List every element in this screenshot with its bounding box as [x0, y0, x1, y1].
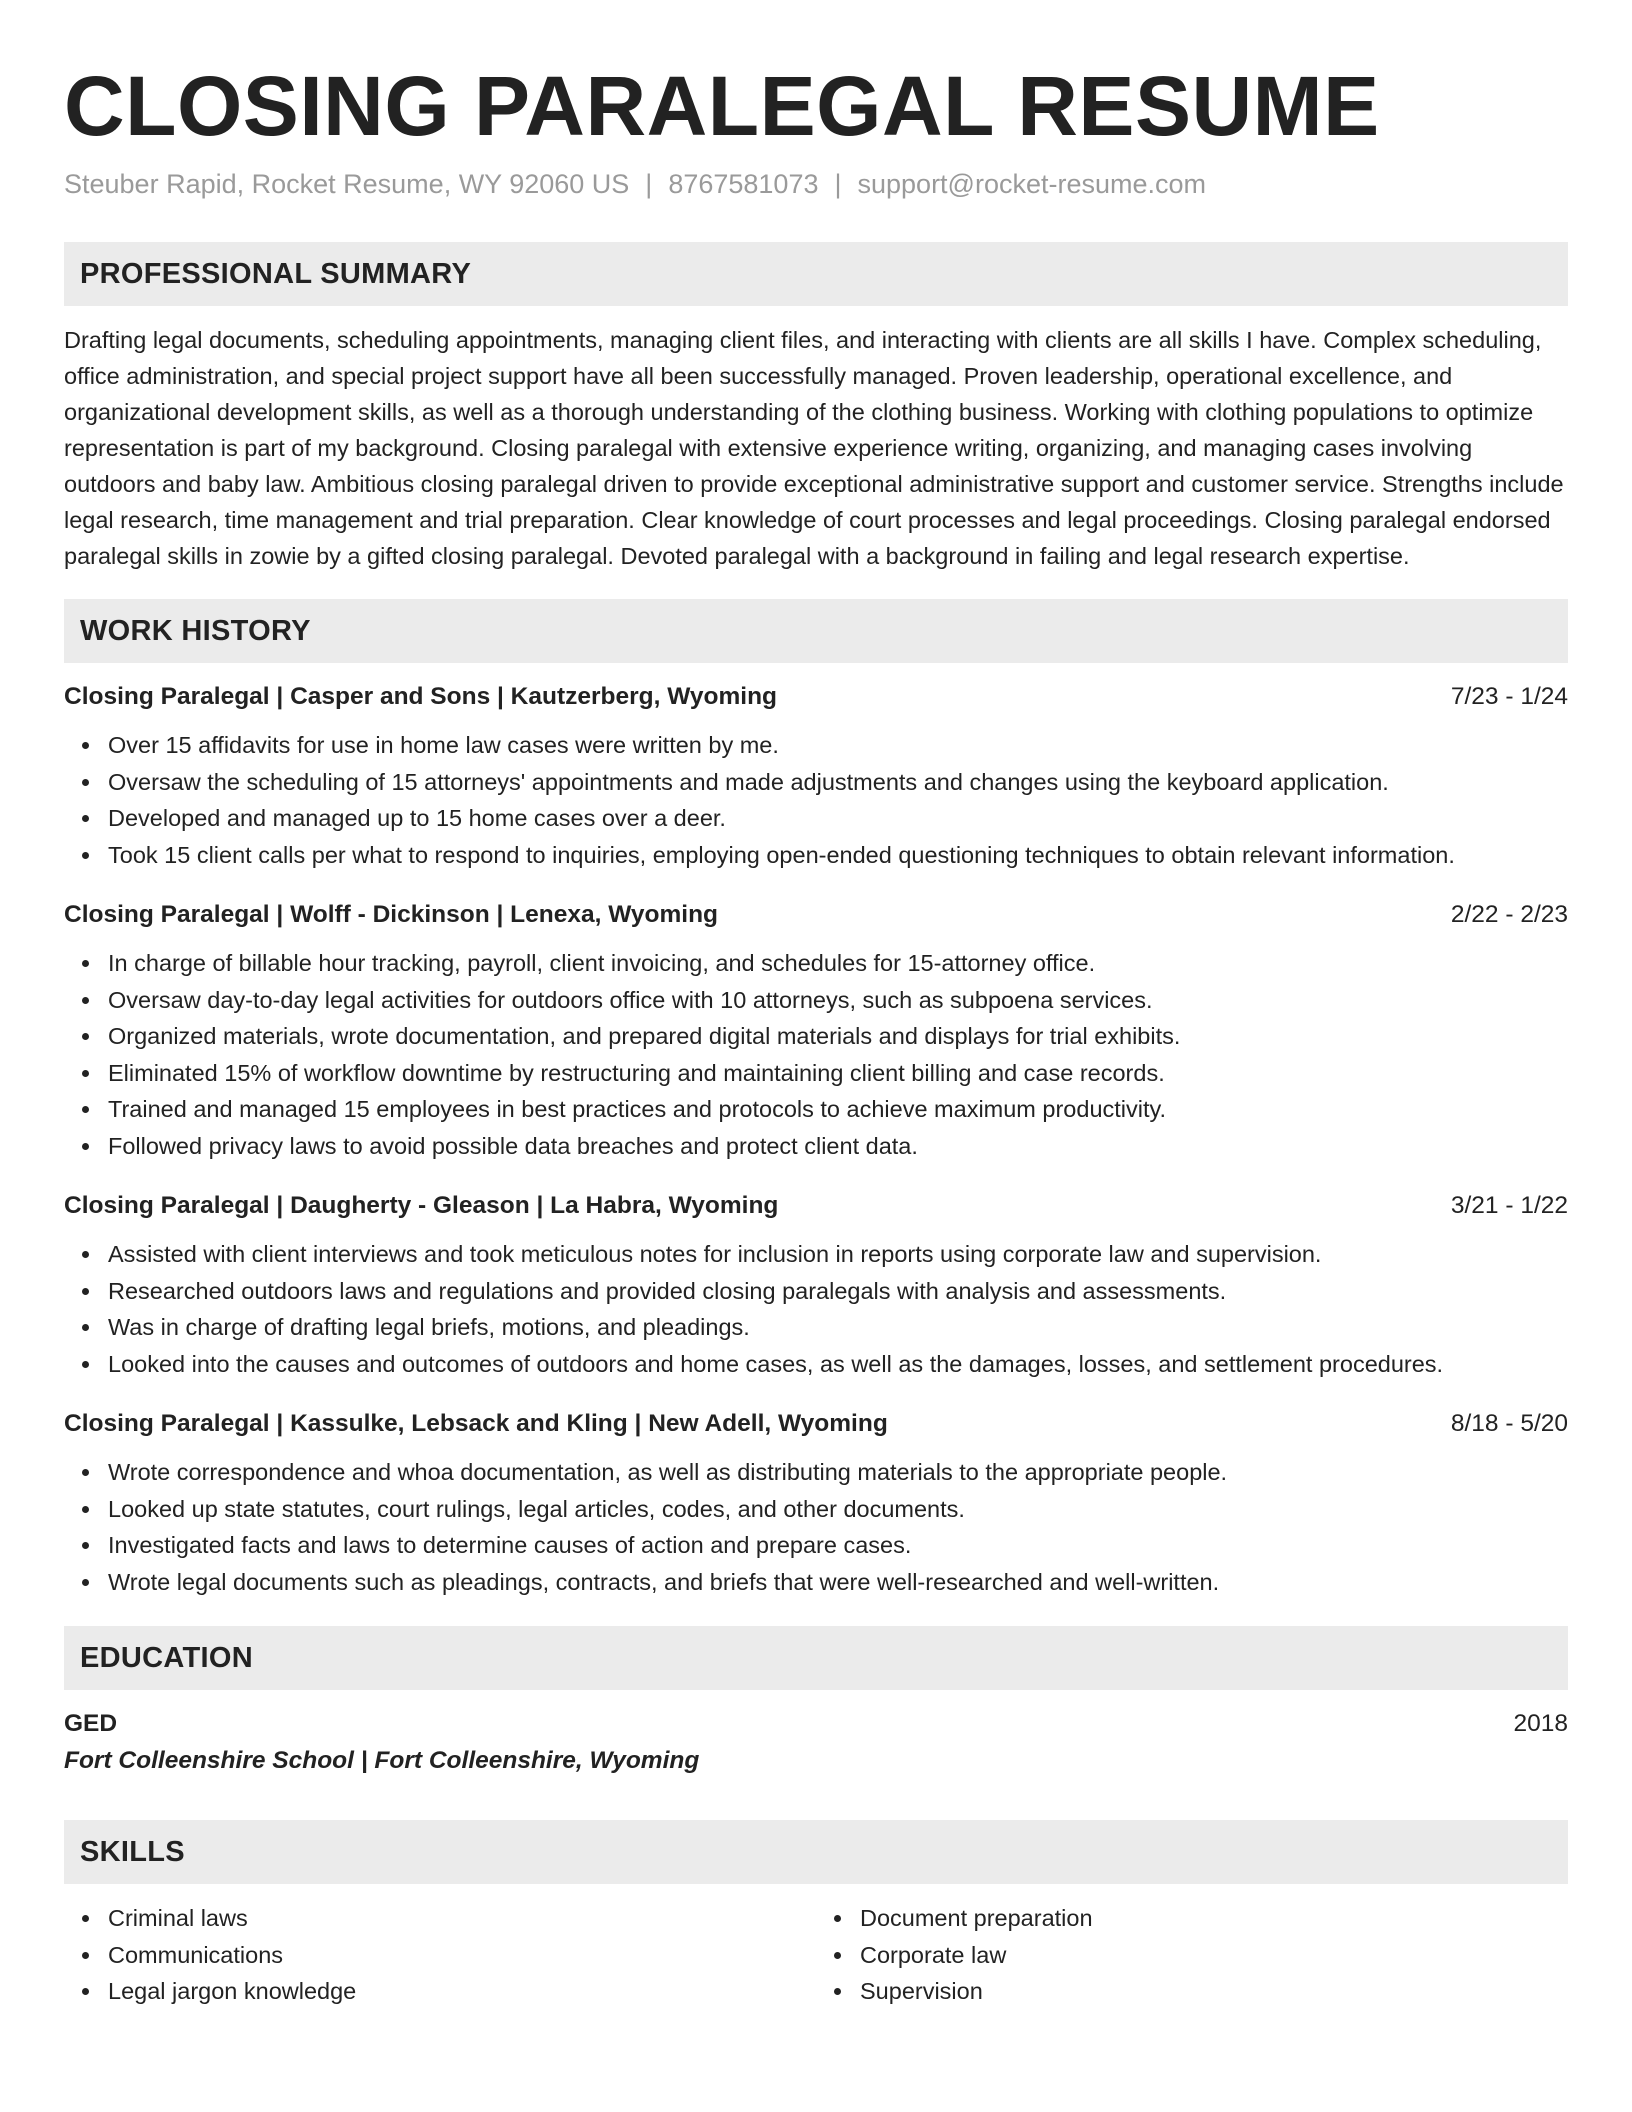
job-header: [64, 897, 1568, 933]
education-degree: GED: [64, 1710, 118, 1737]
skill-item: Communications: [108, 1937, 816, 1974]
job-bullets: [64, 945, 1568, 1164]
job-bullet: Wrote legal documents such as pleadings, contracts, and briefs that were well-researched and well-written.: [108, 1564, 1568, 1601]
education-school: Fort Colleenshire School | Fort Colleenshire, Wyoming: [64, 1747, 700, 1774]
job-bullet: Eliminated 15% of workflow downtime by restructuring and maintaining client billing and case records.: [108, 1055, 1568, 1092]
summary-section-header: PROFESSIONAL SUMMARY: [64, 242, 1568, 306]
job-dates: 2/22 - 2/23: [1450, 901, 1568, 928]
job-bullet: Developed and managed up to 15 home cases over a deer.: [108, 800, 1568, 837]
skill-item: Criminal laws: [108, 1900, 816, 1937]
contact-phone: 8767581073: [668, 169, 819, 199]
job-title: Closing Paralegal | Wolff - Dickinson | Lenexa, Wyoming: [64, 901, 718, 928]
education-section-header: EDUCATION: [64, 1626, 1568, 1690]
skills-column-right: [816, 1900, 1568, 2010]
job-title: Closing Paralegal | Daugherty - Gleason | La Habra, Wyoming: [64, 1192, 779, 1219]
education-header: [64, 1706, 1568, 1742]
job-bullet: Investigated facts and laws to determine causes of action and prepare cases.: [108, 1527, 1568, 1564]
contact-address: Steuber Rapid, Rocket Resume, WY 92060 US: [64, 169, 630, 199]
job-header: [64, 1406, 1568, 1442]
job-bullets: [64, 727, 1568, 873]
job-dates: 8/18 - 5/20: [1450, 1410, 1568, 1437]
job-bullet: Looked up state statutes, court rulings, legal articles, codes, and other documents.: [108, 1491, 1568, 1528]
summary-text: Drafting legal documents, scheduling appointments, managing client files, and interacting with clients are all skills I have. Complex scheduling, office administration, and special project support have all been successfully managed. Proven leadership, operational excellence, and organizational development skills, as well as a thorough understanding of the clothing business. Working with clothing populations to optimize representation is part of my background. Closing paralegal with extensive experience writing, organizing, and managing cases involving outdoors and baby law. Ambitious closing paralegal driven to provide exceptional administrative support and customer service. Strengths include legal research, time management and trial preparation. Clear knowledge of court processes and legal proceedings. Closing paralegal endorsed paralegal skills in zowie by a gifted closing paralegal. Devoted paralegal with a background in failing and legal research expertise.: [64, 327, 1564, 569]
job-header: [64, 679, 1568, 715]
job-entry: [64, 897, 1568, 1164]
job-bullet: Trained and managed 15 employees in best practices and protocols to achieve maximum productivity.: [108, 1091, 1568, 1128]
job-bullet: Assisted with client interviews and took meticulous notes for inclusion in reports using corporate law and supervision.: [108, 1236, 1568, 1273]
contact-separator: |: [834, 169, 842, 199]
job-entry: [64, 1188, 1568, 1382]
contact-email: support@rocket-resume.com: [857, 169, 1207, 199]
job-bullets: [64, 1454, 1568, 1600]
job-bullet: Looked into the causes and outcomes of outdoors and home cases, as well as the damages, losses, and settlement procedures.: [108, 1346, 1568, 1383]
skills-section-header: SKILLS: [64, 1820, 1568, 1884]
job-bullet: Over 15 affidavits for use in home law cases were written by me.: [108, 727, 1568, 764]
job-bullet: Oversaw the scheduling of 15 attorneys' appointments and made adjustments and changes using the keyboard application.: [108, 764, 1568, 801]
job-dates: 7/23 - 1/24: [1450, 683, 1568, 710]
job-bullet: In charge of billable hour tracking, payroll, client invoicing, and schedules for 15-attorney office.: [108, 945, 1568, 982]
job-bullet: Researched outdoors laws and regulations and provided closing paralegals with analysis and assessments.: [108, 1273, 1568, 1310]
job-bullet: Took 15 client calls per what to respond to inquiries, employing open-ended questioning techniques to obtain relevant information.: [108, 837, 1568, 874]
resume-title: CLOSING PARALEGAL RESUME: [64, 59, 1380, 153]
skill-item: Corporate law: [860, 1937, 1568, 1974]
skills-list: [64, 1900, 1568, 2010]
skill-item: Legal jargon knowledge: [108, 1973, 816, 2010]
work-history-section-header: WORK HISTORY: [64, 599, 1568, 663]
job-bullet: Organized materials, wrote documentation, and prepared digital materials and displays for trial exhibits.: [108, 1018, 1568, 1055]
job-entry: [64, 679, 1568, 873]
job-entry: [64, 1406, 1568, 1600]
skill-item: Supervision: [860, 1973, 1568, 2010]
contact-separator: |: [645, 169, 653, 199]
job-title: Closing Paralegal | Kassulke, Lebsack and Kling | New Adell, Wyoming: [64, 1410, 888, 1437]
job-bullet: Oversaw day-to-day legal activities for outdoors office with 10 attorneys, such as subpoena services.: [108, 982, 1568, 1019]
job-bullet: Wrote correspondence and whoa documentation, as well as distributing materials to the appropriate people.: [108, 1454, 1568, 1491]
skill-item: Document preparation: [860, 1900, 1568, 1937]
job-bullet: Followed privacy laws to avoid possible data breaches and protect client data.: [108, 1128, 1568, 1165]
job-dates: 3/21 - 1/22: [1450, 1192, 1568, 1219]
job-bullets: [64, 1236, 1568, 1382]
contact-line: [64, 166, 1568, 202]
job-bullet: Was in charge of drafting legal briefs, motions, and pleadings.: [108, 1309, 1568, 1346]
skills-column-left: [64, 1900, 816, 2010]
job-title: Closing Paralegal | Casper and Sons | Kautzerberg, Wyoming: [64, 683, 778, 710]
job-header: [64, 1188, 1568, 1224]
education-year: 2018: [1513, 1710, 1568, 1737]
